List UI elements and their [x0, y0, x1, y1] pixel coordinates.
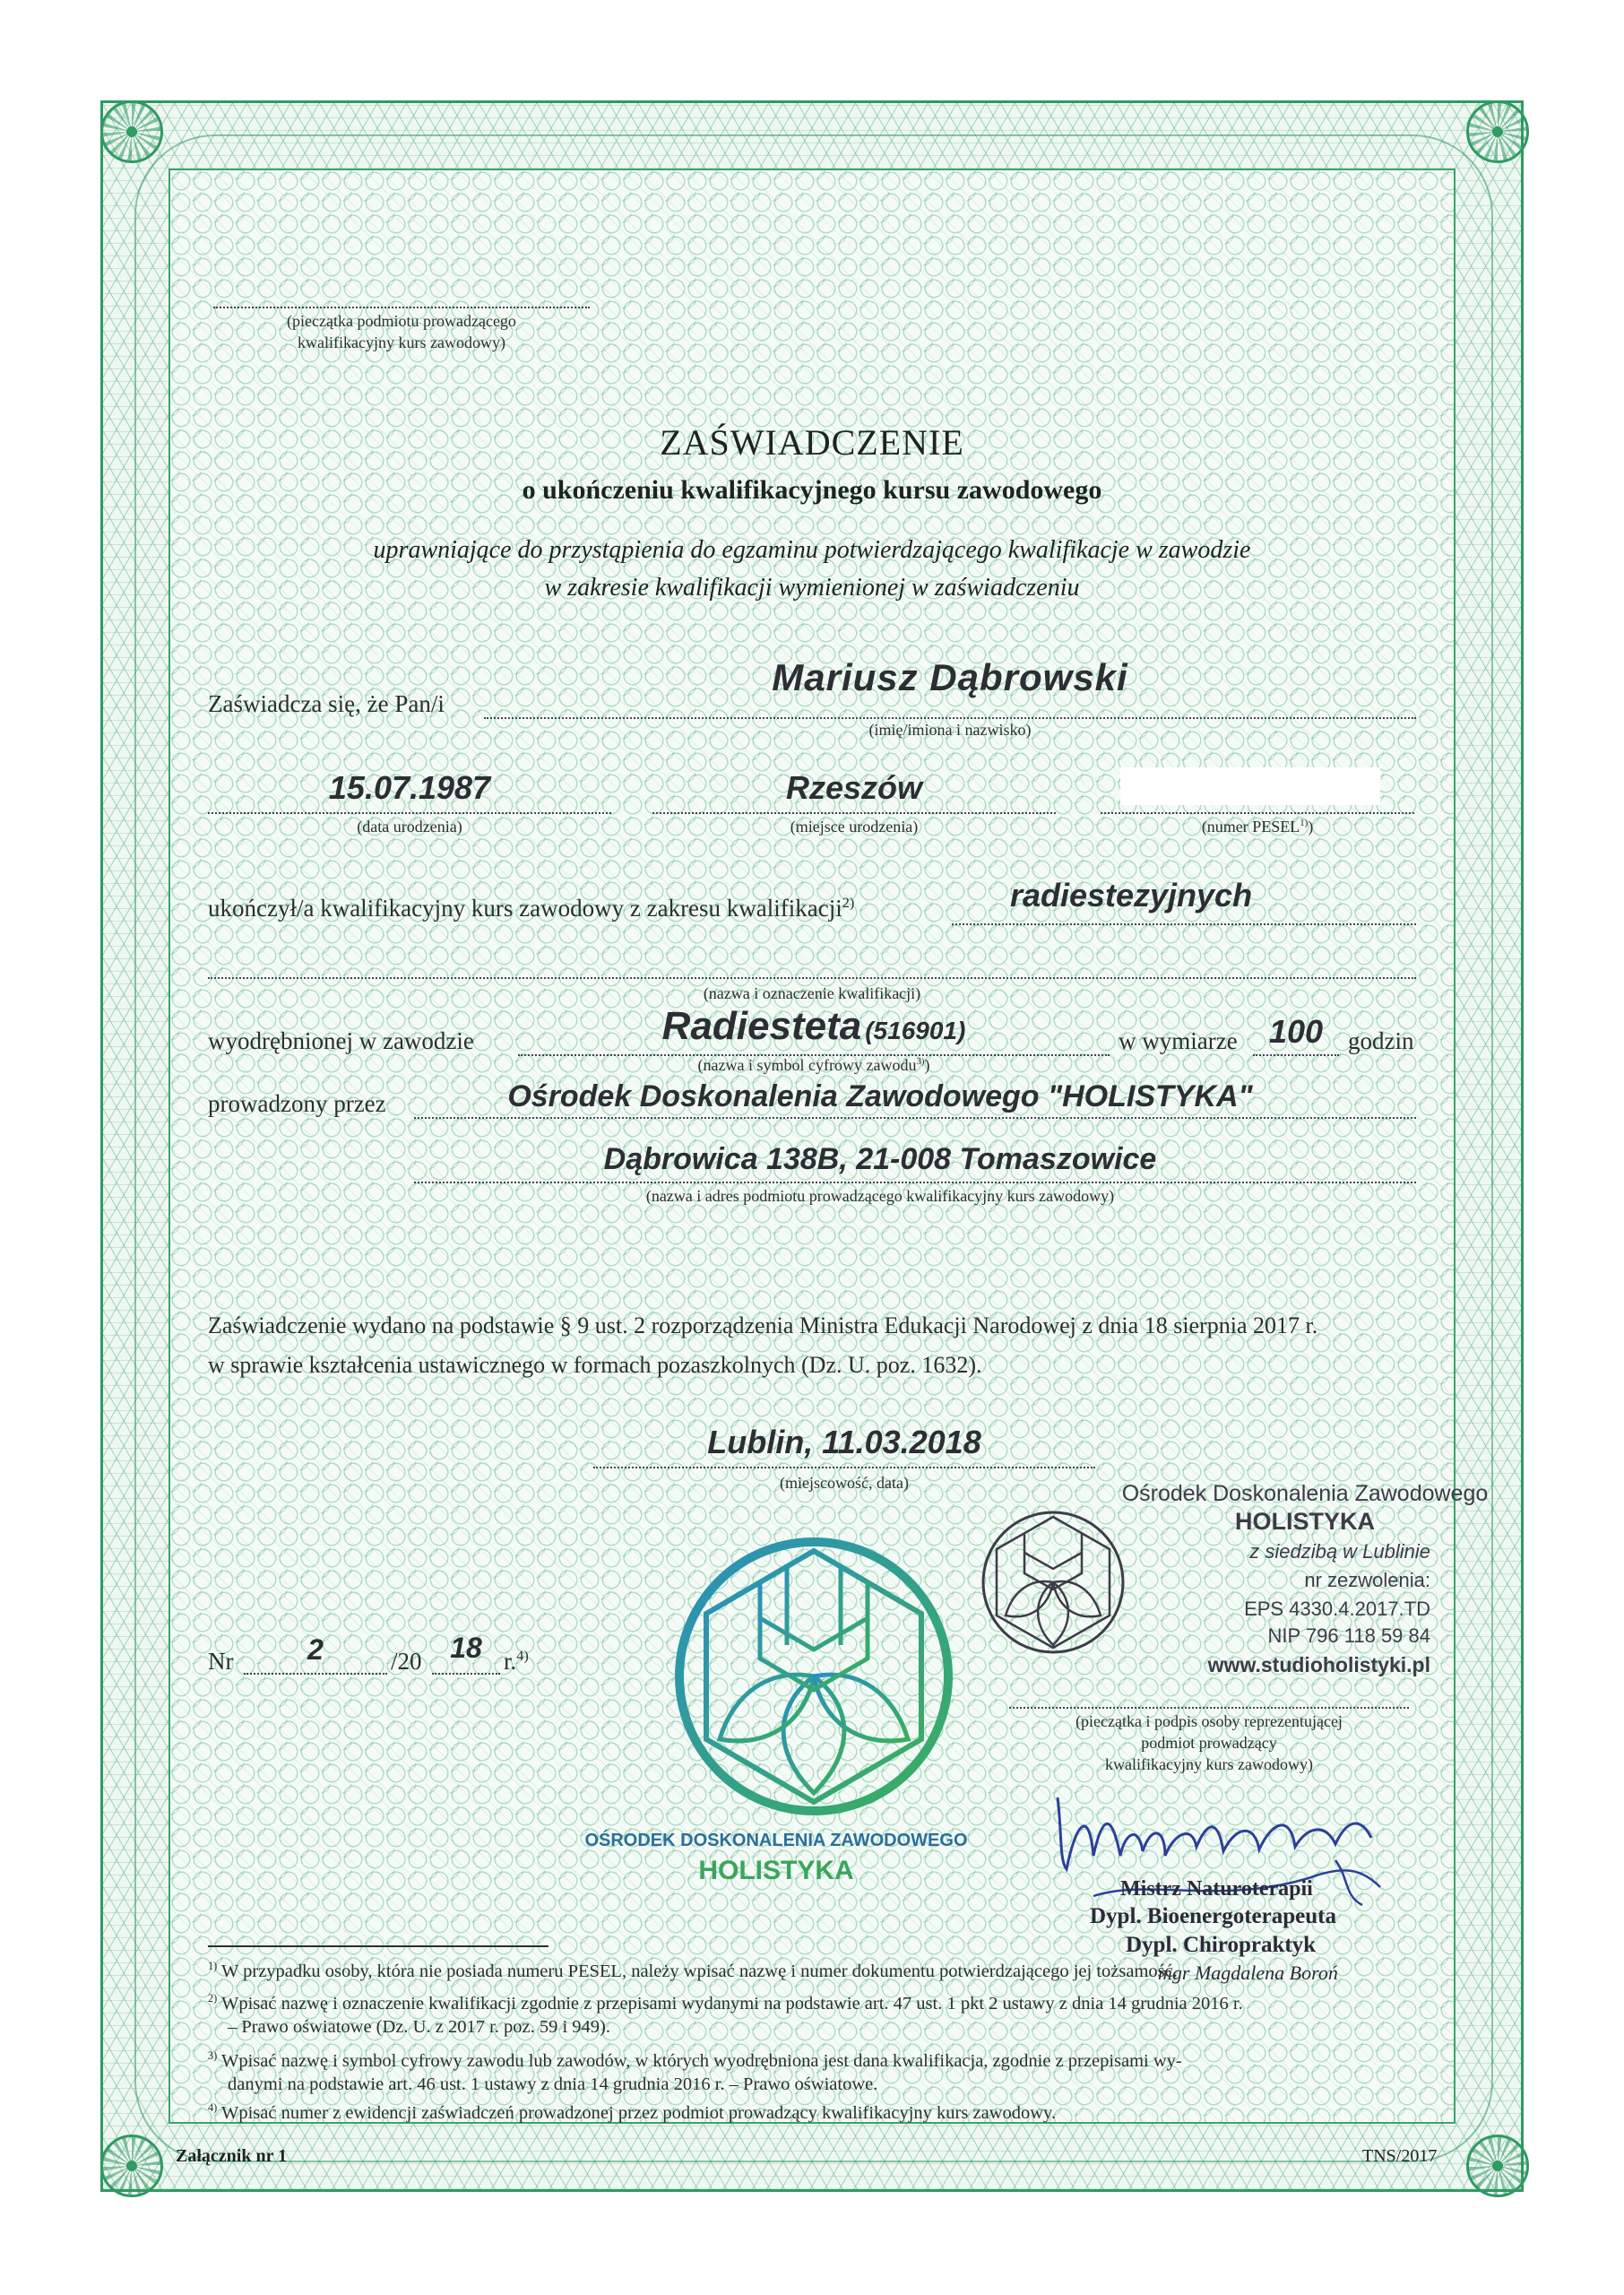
pesel-caption: (numer PESEL$^{1)}$)	[1201, 818, 1314, 836]
name-stamp-text: mgr Magdalena Boroń	[1158, 1962, 1338, 1984]
footnote-item: $^{3)}$ Wpisać nazwę i symbol cyfrowy zawodu lub zawodów, w których wyodrębniona jest dana kwalifikacja, zgodnie z przepisami wy-	[208, 2049, 1182, 2071]
qualification-line	[952, 923, 1416, 925]
corner-rosette-icon	[100, 100, 163, 163]
footnote-item: $^{4)}$ Wpisać numer z ewidencji zaświadczeń prowadzonej przez podmiot prowadzący kwalifikacyjny kurs zawodowy.	[208, 2101, 1057, 2123]
logo-brand: HOLISTYKA	[698, 1856, 854, 1885]
stamp-text: NIP 796 118 59 84	[1267, 1624, 1430, 1647]
form-code: TNS/2017	[1362, 2146, 1438, 2166]
year-value: 18	[450, 1632, 482, 1664]
birth-date: 15.07.1987	[328, 769, 491, 806]
place-date: Lublin, 11.03.2018	[707, 1424, 981, 1460]
footnote-item: $^{1)}$ W przypadku osoby, która nie posiada numeru PESEL, należy wpisać nazwę i numer dokumentu potwierdzającego jej tożsamość.	[208, 1960, 1178, 1981]
name-caption: (imię/imiona i nazwisko)	[868, 721, 1032, 739]
signature-caption: (pieczątka i podpis osoby reprezentującej	[1075, 1712, 1343, 1730]
qualification-caption: (nazwa i oznaczenie kwalifikacji)	[703, 984, 921, 1002]
attachment-label: Załącznik nr 1	[176, 2146, 288, 2166]
name-line	[484, 717, 1416, 719]
document-title: ZAŚWIADCZENIE	[660, 422, 964, 463]
birth-date-line	[208, 812, 611, 814]
birth-date-caption: (data urodzenia)	[357, 818, 462, 836]
footnote-item: danymi na podstawie art. 46 ust. 1 ustawy z dnia 14 grudnia 2016 r. – Prawo oświatowe.	[228, 2074, 878, 2094]
provider-caption: (nazwa i adres podmiotu prowadzącego kwalifikacyjny kurs zawodowy)	[645, 1187, 1115, 1205]
provider-name: Ośrodek Doskonalenia Zawodowego "HOLISTYKA"	[507, 1079, 1253, 1113]
hours-line	[1253, 1054, 1339, 1056]
footnote-separator	[208, 1945, 549, 1947]
provider-line	[414, 1117, 1416, 1119]
stamp-text: Ośrodek Doskonalenia Zawodowego	[1121, 1481, 1489, 1506]
profession-label: wyodrębnionej w zawodzie	[208, 1027, 474, 1054]
profession-caption: (nazwa i symbol cyfrowy zawodu$^{3)}$)	[697, 1056, 930, 1074]
document-subtitle: o ukończeniu kwalifikacyjnego kursu zawodowego	[522, 475, 1102, 505]
place-date-caption: (miejscowość, data)	[780, 1474, 909, 1492]
name-stamp-text: Dypl. Chiropraktyk	[1126, 1933, 1317, 1957]
corner-rosette-icon	[1466, 2135, 1529, 2197]
birth-place-line	[652, 812, 1056, 814]
qualification-name: radiestezyjnych	[1009, 877, 1253, 914]
signature-caption: podmiot prowadzący	[1141, 1734, 1277, 1752]
nr-label: Nr	[208, 1648, 234, 1675]
document-description: w zakresie kwalifikacji wymienionej w zaświadczeniu	[544, 574, 1080, 602]
name-stamp	[1072, 1877, 1395, 2003]
stamp-text: nr zezwolenia:	[1304, 1569, 1430, 1591]
footnote-item: $^{2)}$ Wpisać nazwę i oznaczenie kwalifikacji zgodnie z przepisami wydanymi na podstawie art. 47 ust. 1 pkt 2 ustawy z dnia 14 grudnia 2016 r.	[208, 1992, 1243, 2014]
year-prefix: /20	[391, 1648, 422, 1675]
qualification-line-2	[208, 977, 1416, 979]
corner-rosette-icon	[100, 2135, 163, 2197]
stamp-caption: (pieczątka podmiotu prowadzącego	[287, 312, 516, 330]
stamp-emblem-icon	[977, 1506, 1129, 1658]
year-suffix: r.$^{4)}$	[504, 1648, 529, 1675]
place-date-line	[593, 1467, 1095, 1468]
stamp-line	[213, 307, 590, 308]
birth-place-caption: (miejsce urodzenia)	[790, 818, 919, 836]
provider-label: prowadzony przez	[208, 1090, 386, 1117]
footnote-item: – Prawo oświatowe (Dz. U. z 2017 r. poz. 59 i 949).	[228, 2017, 611, 2037]
year-line	[432, 1673, 500, 1675]
person-name: Mariusz Dąbrowski	[772, 656, 1128, 698]
person-label: Zaświadcza się, że Pan/i	[208, 690, 445, 717]
provider-address: Dąbrowica 138B, 21-008 Tomaszowice	[603, 1142, 1157, 1176]
nr-value: 2	[307, 1633, 324, 1666]
hours-unit: godzin	[1348, 1027, 1414, 1054]
legal-basis: Zaświadczenie wydano na podstawie § 9 ust. 2 rozporządzenia Ministra Edukacji Narodowej z dnia 18 sierpnia 2017 r.	[208, 1312, 1318, 1338]
document-description: uprawniające do przystąpienia do egzaminu potwierdzającego kwalifikacje w zawodzie	[373, 536, 1251, 564]
hours-value: 100	[1268, 1013, 1324, 1050]
official-stamp	[1108, 1481, 1502, 1705]
birth-place: Rzeszów	[785, 769, 923, 806]
legal-basis: w sprawie kształcenia ustawicznego w formach pozaszkolnych (Dz. U. poz. 1632).	[208, 1352, 982, 1378]
stamp-text: HOLISTYKA	[1234, 1508, 1375, 1535]
pesel-redacted	[1120, 767, 1380, 805]
name-stamp-text: Mistrz Naturoterapii	[1120, 1877, 1313, 1901]
signature-caption: kwalifikacyjny kurs zawodowy)	[1105, 1755, 1313, 1773]
provider-address-line	[414, 1182, 1416, 1183]
profession: Radiesteta (516901)	[661, 1004, 966, 1048]
stamp-text: www.studioholistyki.pl	[1207, 1653, 1430, 1676]
signature-line	[1009, 1707, 1409, 1709]
nr-line	[244, 1673, 387, 1675]
corner-rosette-icon	[1466, 100, 1529, 163]
logo-text: OŚRODEK DOSKONALENIA ZAWODOWEGO	[584, 1831, 968, 1850]
course-completed-label: ukończył/a kwalifikacyjny kurs zawodowy z zakresu kwalifikacji$^{2)}$	[208, 895, 855, 922]
stamp-caption: kwalifikacyjny kurs zawodowy)	[298, 333, 505, 351]
name-stamp-text: Dypl. Bioenergoterapeuta	[1090, 1904, 1336, 1928]
pesel-line	[1101, 812, 1414, 814]
hours-label: w wymiarze	[1119, 1027, 1238, 1054]
holistyka-logo-icon	[670, 1524, 957, 1829]
stamp-text: EPS 4330.4.2017.TD	[1244, 1598, 1430, 1620]
stamp-text: z siedzibą w Lublinie	[1249, 1540, 1430, 1563]
